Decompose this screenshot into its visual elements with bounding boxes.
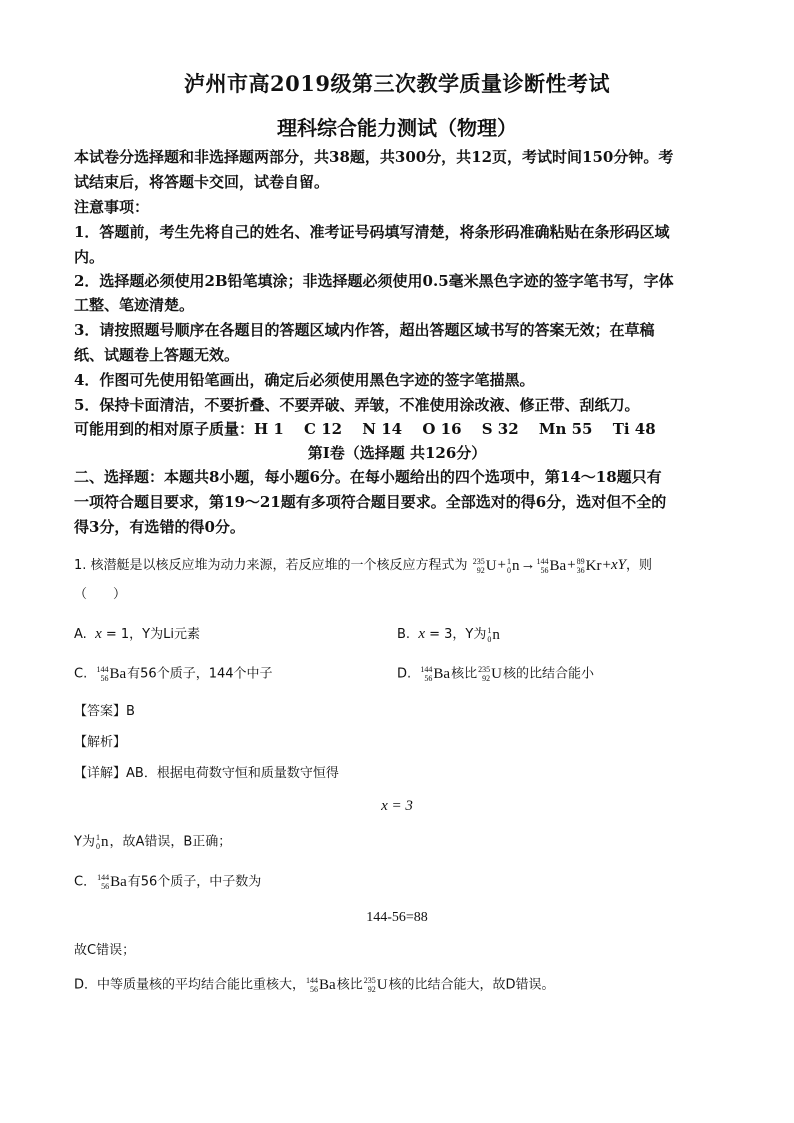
equation-x: x = 3 (381, 798, 413, 814)
intro-line-2: 试结束后，将答题卡交回，试卷自留。 (74, 173, 330, 191)
c-wrong: 故C错误； (74, 943, 136, 958)
notice-1a: 1．答题前，考生先将自己的姓名、准考证号码填写清楚，将条形码准确粘贴在条形码区域 (74, 223, 670, 241)
analysis-tag: 【解析】 (74, 735, 127, 750)
exam-title: 泸州市高2019级第三次教学质量诊断性考试 (184, 71, 610, 96)
option-b[interactable]: B. x = 3，Y为 1 0 n (397, 625, 500, 644)
notice-4: 4．作图可先使用铅笔画出，确定后必须使用黑色字迹的签字笔描黑。 (74, 371, 535, 389)
notice-5: 5．保持卡面清洁，不要折叠、不要弄破、弄皱，不准使用涂改液、修正带、刮纸刀。 (74, 396, 640, 414)
section-heading: 第I卷（选择题 共126分） (307, 444, 487, 462)
section-desc-2: 一项符合题目要求，第19～21题有多项符合题目要求。全部选对的得6分，选对但不全的 (74, 493, 667, 511)
section-desc-1: 二、选择题：本题共8小题，每小题6分。在每小题给出的四个选项中，第14～18题只有 (74, 468, 662, 486)
nuclide-u235: 235 92 U (472, 556, 497, 575)
notice-3b: 纸、试题卷上答题无效。 (74, 346, 240, 364)
detail-line: 【详解】AB．根据电荷数守恒和质量数守恒得 (74, 766, 339, 781)
d-line: D．中等质量核的平均结合能比重核大， 144 56 Ba 核比 235 92 U 核的比结合能大，故D错误。 (74, 976, 555, 994)
option-a[interactable]: A. x = 1，Y为Li元素 (74, 626, 200, 642)
intro-line-1: 本试卷分选择题和非选择题两部分，共38题，共300分，共12页，考试时间150分钟。考 (74, 148, 674, 166)
answer-blank: （ ） (74, 587, 127, 602)
nuclide-ba144: 144 56 Ba (536, 556, 567, 575)
section-desc-3: 得3分，有选错的得0分。 (74, 518, 245, 536)
y-line: Y为 1 0 n ，故A错误，B正确； (74, 833, 232, 851)
option-c[interactable]: C. 144 56 Ba 有56个质子，144个中子 (74, 665, 273, 683)
nuclide-neutron: 1 0 n (507, 556, 520, 575)
option-d[interactable]: D. 144 56 Ba 核比 235 92 U 核的比结合能小 (397, 665, 594, 683)
notice-2b: 工整、笔迹清楚。 (74, 296, 195, 314)
reaction-arrow: → (520, 557, 536, 573)
answer-value: B (126, 704, 135, 719)
answer-line (74, 702, 135, 722)
stem-text: 1. 核潜艇是以核反应堆为动力来源，若反应堆的一个核反应方程式为 (74, 558, 468, 573)
equation-neutrons: 144-56=88 (366, 910, 428, 925)
question-stem: 1. 核潜艇是以核反应堆为动力来源，若反应堆的一个核反应方程式为 235 92 U + 1 0 n → 144 56 Ba + 89 36 Kr +xY，则 (74, 556, 652, 575)
answer-tag: 【答案】 (74, 704, 127, 719)
notice-3a: 3．请按照题号顺序在各题目的答题区域内作答，超出答题区域书写的答案无效；在草稿 (74, 321, 655, 339)
notice-1b: 内。 (74, 248, 105, 266)
exam-subtitle: 理科综合能力测试（物理） (277, 116, 517, 140)
c-line: C． 144 56 Ba 有56个质子，中子数为 (74, 873, 262, 891)
nuclide-kr89: 89 36 Kr (576, 556, 602, 575)
atomic-masses: 可能用到的相对原子质量：H 1 C 12 N 14 O 16 S 32 Mn 55 Ti 48 (74, 420, 656, 438)
notice-2a: 2．选择题必须使用2B铅笔填涂；非选择题必须使用0.5毫米黑色字迹的签字笔书写，字体 (74, 272, 674, 290)
notice-title: 注意事项： (74, 198, 150, 216)
